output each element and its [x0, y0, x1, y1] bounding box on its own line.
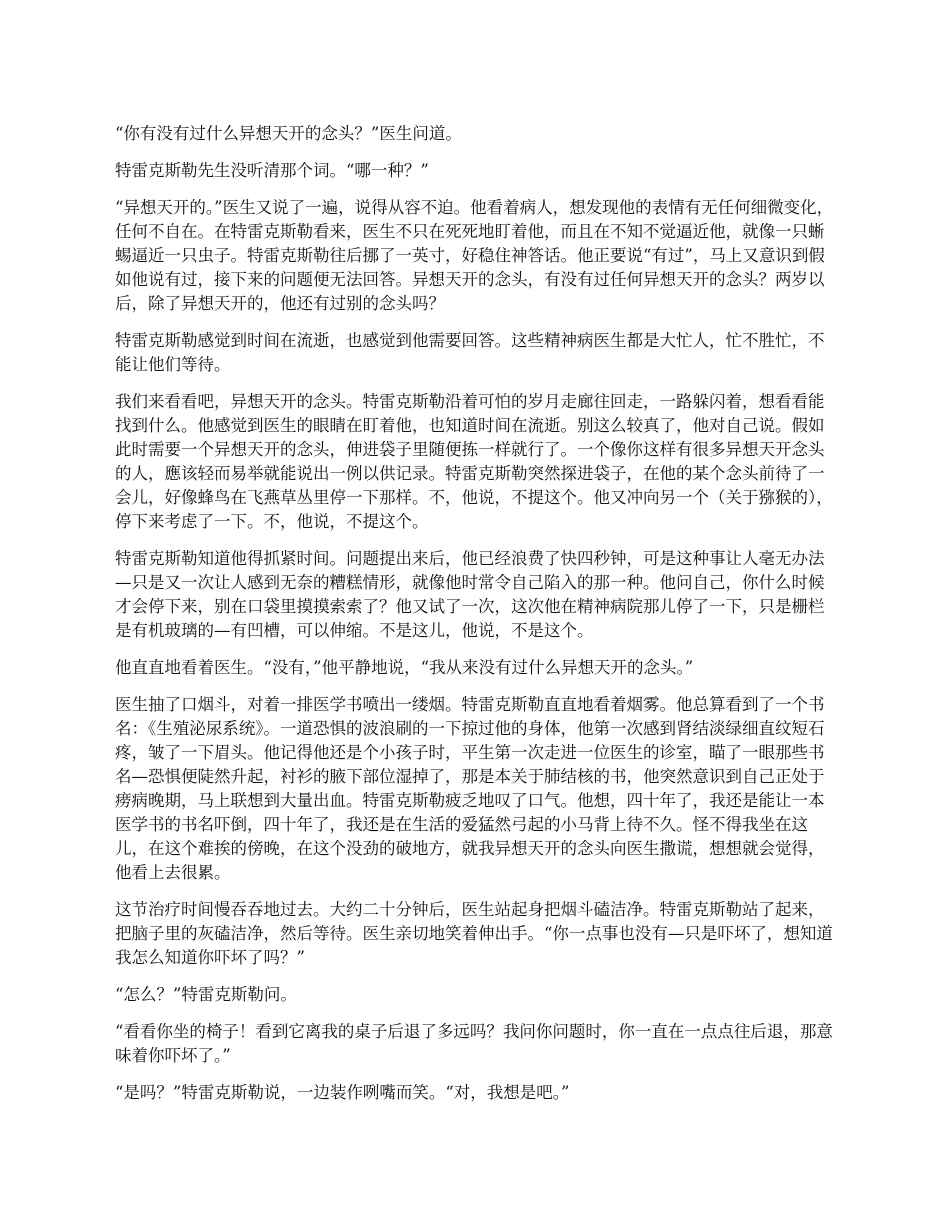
- paragraph-8: 医生抽了口烟斗，对着一排医学书喷出一缕烟。特雷克斯勒直直地看着烟雾。他总算看到了一个书名：《生殖泌尿系统》。一道恐惧的波浪刷的一下掠过他的身体，他第一次感到肾结淡绿细直纹短石疼，皱了一下眉头。他记得他还是个小孩子时，平生第一次走进一位医生的诊室，瞄了一眼那些书名—恐惧便陡然升起，衬衫的腋下部位湿掉了，那是本关于肺结核的书，他突然意识到自己正处于痨病晚期，马上联想到大量出血。特雷克斯勒疲乏地叹了口气。他想，四十年了，我还是能让一本医学书的书名吓倒，四十年了，我还是在生活的爱猛然弓起的小马背上待不久。怪不得我坐在这儿，在这个难挨的傍晚，在这个没劲的破地方，就我异想天开的念头向医生撒谎，想想就会觉得，他看上去很累。: [115, 695, 825, 882]
- paragraph-1: “你有没有过什么异想天开的念头？”医生问道。: [115, 124, 462, 143]
- paragraph-2: 特雷克斯勒先生没听清那个词。“哪一种？”: [115, 161, 429, 180]
- paragraph-5: 我们来看看吧，异想天开的念头。特雷克斯勒沿着可怕的岁月走廊往回走，一路躲闪着，想看看能找到什么。他感觉到医生的眼睛在盯着他，也知道时间在流逝。别这么较真了，他对自己说。假如此时需要一个异想天开的念头，伸进袋子里随便拣一样就行了。一个像你这样有很多异想天开念头的人，應该轻而易举就能说出一例以供记录。特雷克斯勒突然探进袋子，在他的某个念头前待了一会儿，好像蜂鸟在飞燕草丛里停一下那样。不，他说，不提这个。他又冲向另一个（关于猕猴的），停下来考虑了一下。不，他说，不提这个。: [115, 392, 833, 531]
- paragraph-12: “是吗？”特雷克斯勒说，一边装作咧嘴而笑。“对，我想是吧。”: [115, 1083, 570, 1102]
- paragraph-10: “怎么？”特雷克斯勒问。: [115, 985, 297, 1004]
- paragraph-3: “异想天开的。”医生又说了一遍，说得从容不迫。他看着病人，想发现他的表情有无任何细微变化，任何不自在。在特雷克斯勒看来，医生不只在死死地盯着他，而且在不知不觉逼近他，就像一只蜥蜴逼近一只虫子。特雷克斯勒往后挪了一英寸，好稳住神答话。他正要说“有过”，马上又意识到假如他说有过，接下来的问题便无法回答。异想天开的念头，有没有过任何异想天开的念头？两岁以后，除了异想天开的，他还有过别的念头吗？: [115, 198, 834, 313]
- paragraph-7: 他直直地看着医生。“没有，”他平静地说，“我从来没有过什么异想天开的念头。”: [115, 658, 694, 677]
- paragraph-6: 特雷克斯勒知道他得抓紧时间。问题提出来后，他已经浪费了快四秒钟，可是这种事让人毫无办法—只是又一次让人感到无奈的糟糕情形，就像他时常令自己陷入的那一种。他问自己，你什么时候才会停下来，别在口袋里摸摸索索了？他又试了一次，这次他在精神病院那儿停了一下，只是栅栏是有机玻璃的—有凹槽，可以伸缩。不是这儿，他说，不是这个。: [115, 549, 825, 640]
- paragraph-9: 这节治疗时间慢吞吞地过去。大约二十分钟后，医生站起身把烟斗磕洁净。特雷克斯勒站了起来，把脑子里的灰磕洁净，然后等待。医生亲切地笑着伸出手。“你一点事也没有—只是吓坏了，想知道我怎么知道你吓坏了吗？”: [115, 900, 833, 967]
- document-page: [115, 122, 840, 1118]
- paragraph-11: “看看你坐的椅子！看到它离我的桌子后退了多远吗？我问你问题时，你一直在一点点往后退，那意味着你吓坏了。”: [115, 1022, 833, 1065]
- paragraph-4: 特雷克斯勒感觉到时间在流逝，也感觉到他需要回答。这些精神病医生都是大忙人，忙不胜忙，不能让他们等待。: [115, 331, 825, 374]
